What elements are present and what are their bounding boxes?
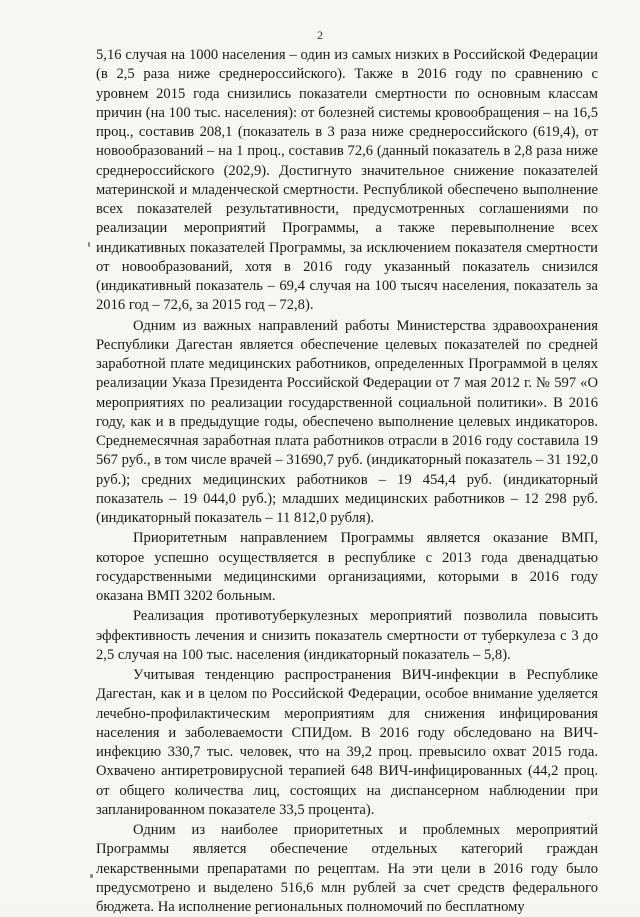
paragraph-hiv: Учитывая тенденцию распространения ВИЧ-инфекции в Республике Дагестан, как и в целом по Российской Федерации, особое внимание уделяется лечебно-профилактическим мероприятиям для снижения инфицирования населения и заболеваемости СПИДом. В 2016 году обследовано на ВИЧ-инфекцию 330,7 тыс. человек, что на 39,2 проц. превысило охват 2015 года. Охвачено антиретровирусной терапией 648 ВИЧ-инфицированных (44,2 проц. от общего количества лиц, состоящих на диспансерном наблюдении при запланированном показателе 33,5 процента). — [96, 667, 598, 818]
page-number: 2 — [317, 28, 323, 42]
document-body — [96, 46, 598, 917]
paragraph-mortality: 5,16 случая на 1000 населения – один из самых низких в Российской Федерации (в 2,5 раза ниже среднероссийского). Также в 2016 году по сравнению с уровнем 2015 года снизились показатели смертности по основным классам причин (на 100 тыс. населения): от болезней системы кровообращения – на 16,5 проц., составив 208,1 (показатель в 3 раза ниже среднероссийского (619,4), от новообразований – на 1 проц., составив 72,6 (данный показатель в 2,8 раза ниже среднероссийского (202,9). Достигнуто значительное снижение показателей материнской и младенческой смертности. Республикой обеспечено выполнение всех показателей результативности, предусмотренных соглашениями по реализации мероприятий Программы, а также перевыполнение всех индикативных показателей Программы, за исключением показателя смертности от новообразований, хотя в 2016 году указанный показатель снизился (индикативный показатель – 69,4 случая на 100 тысяч населения, показатель за 2016 год – 72,6, за 2015 год – 72,8). — [96, 47, 598, 314]
scan-speck — [90, 874, 93, 878]
paragraph-salaries: Одним из важных направлений работы Министерства здравоохранения Республики Дагестан является обеспечение целевых показателей по средней заработной плате медицинских работников, определенных Программой в целях реализации Указа Президента Российской Федерации от 7 мая 2012 г. № 597 «О мероприятиях по реализации государственной социальной политики». В 2016 году, как и в предыдущие годы, обеспечено выполнение целевых индикаторов. Среднемесячная заработная плата работников отрасли в 2016 году составила 19 567 руб., в том числе врачей – 31690,7 руб. (индикаторный показатель – 31 192,0 руб.); средних медицинских работников – 19 454,4 руб. (индикаторный показатель – 19 044,0 руб.); младших медицинских работников – 12 298 руб. (индикаторный показатель – 11 812,0 рубля). — [96, 317, 598, 526]
scan-speck — [88, 242, 90, 247]
paragraph-tuberculosis: Реализация противотуберкулезных мероприятий позволила повысить эффективность лечения и снизить показатель смертности от туберкулеза с 3 до 2,5 случая на 100 тыс. населения (индикаторный показатель – 5,8). — [96, 608, 598, 663]
paragraph-medicines: Одним из наиболее приоритетных и проблемных мероприятий Программы является обеспечение отдельных категорий граждан лекарственными препаратами по рецептам. На эти цели в 2016 году было предусмотрено и выделено 516,6 млн рублей за счет средств федерального бюджета. На исполнение региональных полномочий по бесплатному — [96, 822, 598, 915]
paragraph-vmp: Приоритетным направлением Программы является оказание ВМП, которое успешно осуществляется в республике с 2013 года двенадцатью государственными медицинскими организациями, которыми в 2016 году оказана ВМП 3202 больным. — [96, 530, 598, 604]
